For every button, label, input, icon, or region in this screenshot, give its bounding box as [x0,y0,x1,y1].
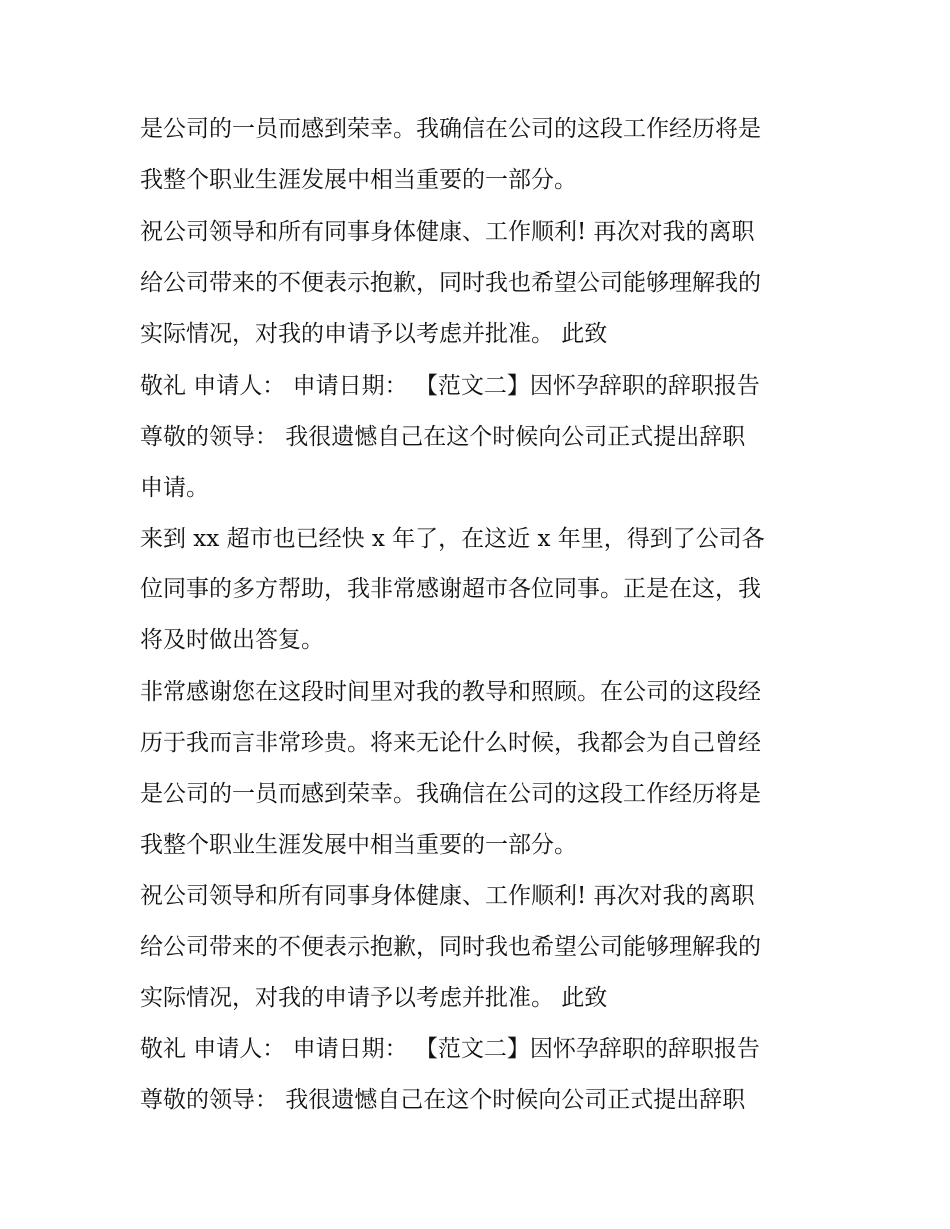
text-line: 给公司带来的不便表示抱歉，同时我也希望公司能够理解我的 [140,270,761,296]
text-line: 我整个职业生涯发展中相当重要的一部分。 [140,167,577,193]
text-line: 敬礼 申请人： 申请日期： 【范文二】因怀孕辞职的辞职报告 [140,1036,760,1062]
text-line: 给公司带来的不便表示抱歉，同时我也希望公司能够理解我的 [140,934,761,960]
text-line: 位同事的多方帮助，我非常感谢超市各位同事。正是在这，我 [140,576,761,602]
text-line: 是公司的一员而感到荣幸。我确信在公司的这段工作经历将是 [140,116,761,142]
text-line: 申请。 [140,475,209,501]
text-line: 祝公司领导和所有同事身体健康、工作顺利! 再次对我的离职 [140,883,755,909]
text-line: 将及时做出答复。 [140,627,324,653]
text-line: 尊敬的领导： 我很遗憾自己在这个时候向公司正式提出辞职 [140,1087,746,1113]
text-line: 来到 xx 超市也已经快 x 年了，在这近 x 年里，得到了公司各 [140,526,765,552]
text-line: 我整个职业生涯发展中相当重要的一部分。 [140,832,577,858]
text-line: 是公司的一员而感到荣幸。我确信在公司的这段工作经历将是 [140,781,761,807]
text-line: 敬礼 申请人： 申请日期： 【范文二】因怀孕辞职的辞职报告 [140,373,760,399]
text-line: 实际情况，对我的申请予以考虑并批准。 此致 [140,985,608,1011]
text-line: 历于我而言非常珍贵。将来无论什么时候，我都会为自己曾经 [140,730,761,756]
text-line: 祝公司领导和所有同事身体健康、工作顺利! 再次对我的离职 [140,219,755,245]
text-line: 非常感谢您在这段时间里对我的教导和照顾。在公司的这段经 [140,679,761,705]
text-line: 尊敬的领导： 我很遗憾自己在这个时候向公司正式提出辞职 [140,424,746,450]
text-line: 实际情况，对我的申请予以考虑并批准。 此致 [140,321,608,347]
